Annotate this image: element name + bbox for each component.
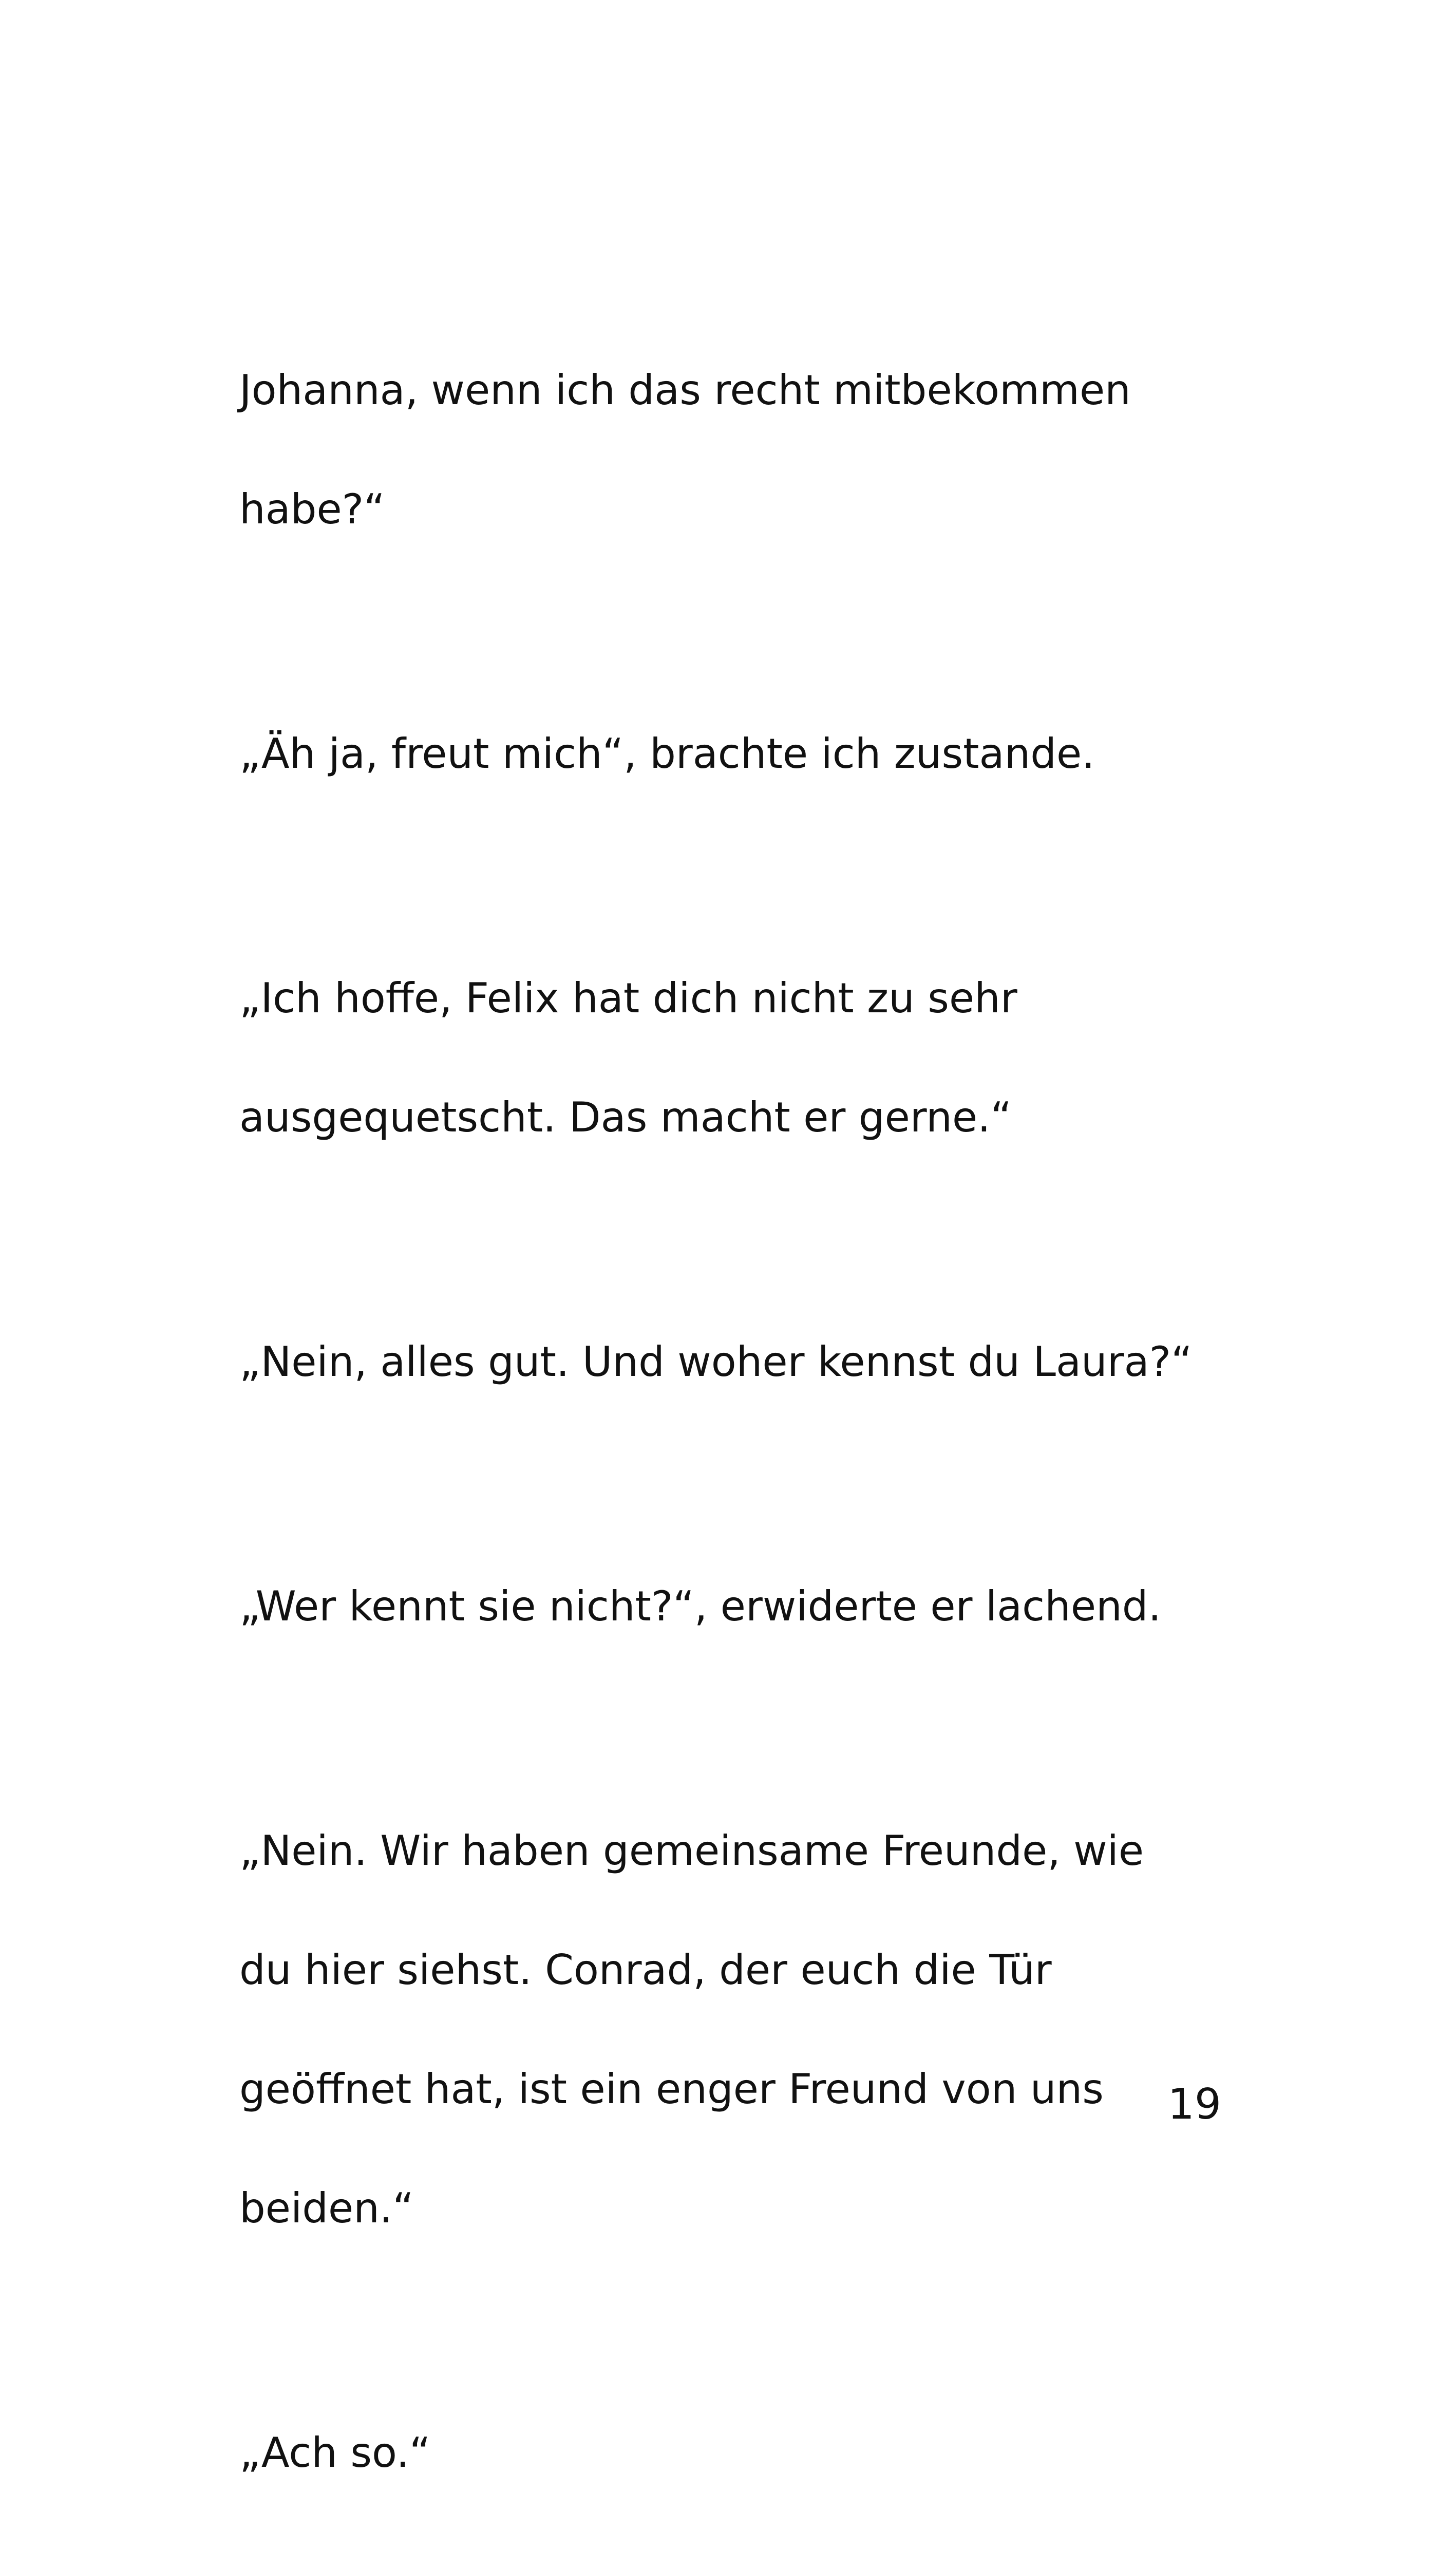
paragraph (239, 2364, 1215, 2483)
paragraph (239, 301, 1215, 539)
text-line: beiden.“ (239, 2184, 414, 2232)
text-line: geöffnet hat, ist ein enger Freund von uns (239, 2065, 1104, 2113)
body-text (239, 241, 1215, 2568)
text-line: ausgequetscht. Das macht er gerne.“ (239, 1093, 1012, 1141)
text-line: Johanna, wenn ich das recht mitbekommen (239, 366, 1131, 414)
text-line: habe?“ (239, 485, 385, 533)
page-number: 19 (1167, 2080, 1221, 2129)
text-line: du hier siehst. Conrad, der euch die Tür (239, 1946, 1052, 1994)
text-line: „Nein, alles gut. Und woher kennst du Laura?“ (239, 1338, 1193, 1386)
text-line: „Äh ja, freut mich“, brachte ich zustande. (239, 730, 1095, 778)
text-line: „Ich hoffe, Felix hat dich nicht zu sehr (239, 974, 1017, 1022)
paragraph (239, 1517, 1215, 1636)
paragraph (239, 909, 1215, 1147)
paragraph (239, 665, 1215, 784)
text-line: „Ach so.“ (239, 2429, 431, 2477)
text-line: „Nein. Wir haben gemeinsame Freunde, wie (239, 1827, 1144, 1875)
text-line: „Wer kennt sie nicht?“, erwiderte er lachend. (239, 1582, 1161, 1630)
paragraph (239, 1273, 1215, 1392)
paragraph (239, 1762, 1215, 2238)
